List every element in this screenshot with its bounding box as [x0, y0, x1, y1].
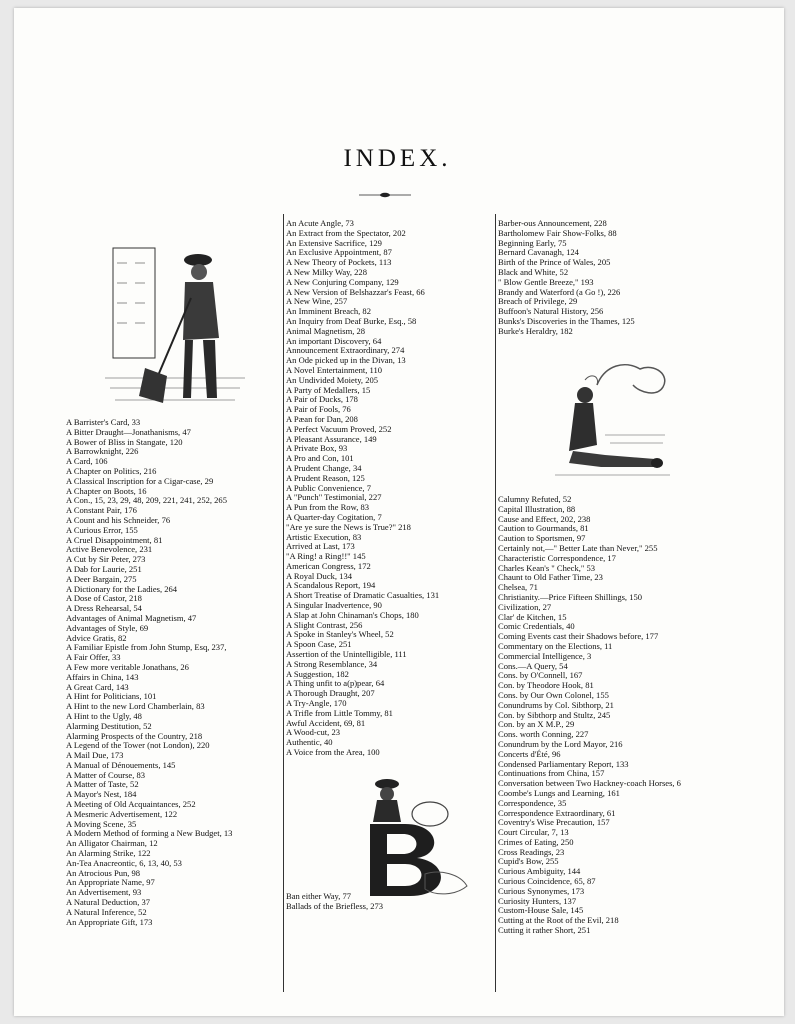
index-entry: A Chapter on Boots, 16 [66, 485, 147, 496]
index-entry: A Legend of the Tower (not London), 220 [66, 740, 210, 751]
index-entry: Cutting it rather Short, 251 [498, 925, 591, 936]
index-entry: A Trifle from Little Tommy, 81 [286, 707, 393, 718]
index-entry: Cons.—A Query, 54 [498, 660, 568, 671]
index-entry: A New Version of Belshazzar's Feast, 66 [286, 286, 425, 297]
index-entry: Alarming Prospects of the Country, 218 [66, 730, 203, 741]
index-entry: A Fair Offer, 33 [66, 652, 121, 663]
index-entry: Correspondence Extraordinary, 61 [498, 807, 616, 818]
index-entry: A "Punch" Testimonial, 227 [286, 492, 382, 503]
index-entry: Bartholomew Fair Show-Folks, 88 [498, 227, 617, 238]
index-entry: A Bower of Bliss in Stangate, 120 [66, 436, 183, 447]
index-entry: A Party of Medallers, 15 [286, 384, 371, 395]
index-entry: An Atrocious Pun, 98 [66, 867, 141, 878]
index-entry: Buffoon's Natural History, 256 [498, 306, 604, 317]
index-entry: An Exclusive Appointment, 87 [286, 247, 392, 258]
index-column-3 [498, 219, 766, 337]
index-column-2 [286, 219, 492, 758]
index-entry: A Few more veritable Jonathans, 26 [66, 661, 189, 672]
index-entry: A Manual of Dénouements, 145 [66, 759, 176, 770]
index-entry: A Cut by Sir Peter, 273 [66, 554, 146, 565]
index-entry: Bernard Cavanagh, 124 [498, 247, 579, 258]
index-entry: Advantages of Animal Magnetism, 47 [66, 612, 197, 623]
index-entry: "A Ring! a Ring!!" 145 [286, 551, 366, 562]
index-entry: Coombe's Lungs and Learning, 161 [498, 787, 620, 798]
index-entry: A Constant Pair, 176 [66, 505, 137, 516]
index-entry: An Appropriate Gift, 173 [66, 916, 153, 927]
index-entry: Brandy and Waterford (a Go !), 226 [498, 286, 621, 297]
index-entry: Conundrums by Col. Sibthorp, 21 [498, 699, 614, 710]
index-entry: A New Theory of Pockets, 113 [286, 257, 392, 268]
index-entry: A Dress Rehearsal, 54 [66, 603, 142, 614]
index-entry: An Ode picked up in the Divan, 13 [286, 355, 406, 366]
index-entry: A Natural Inference, 52 [66, 906, 147, 917]
index-entry: Correspondence, 35 [498, 797, 567, 808]
index-entry: Assertion of the Unintelligible, 111 [286, 649, 407, 660]
index-entry: A Spoke in Stanley's Wheel, 52 [286, 629, 394, 640]
index-entry: Custom-House Sale, 145 [498, 905, 584, 916]
index-entry: A Pair of Fools, 76 [286, 404, 351, 415]
index-entry: Birth of the Prince of Wales, 205 [498, 257, 611, 268]
index-entry: A Public Convenience, 7 [286, 482, 371, 493]
index-entry: Barber-ous Announcement, 228 [498, 219, 607, 228]
index-entry: Alarming Destitution, 52 [66, 720, 152, 731]
title-ornament-rule [359, 191, 411, 199]
index-entry: An Extensive Sacrifice, 129 [286, 237, 382, 248]
index-entry: Curious Coincidence, 65, 87 [498, 876, 596, 887]
index-entry: A Slap at John Chinaman's Chops, 180 [286, 609, 419, 620]
index-column-3-bottom [498, 495, 766, 936]
index-entry: Cons. by O'Connell, 167 [498, 670, 583, 681]
index-entry: A Pæan for Dan, 208 [286, 413, 358, 424]
index-entry: A Bitter Draught—Jonathanisms, 47 [66, 426, 191, 437]
index-entry: An Appropriate Name, 97 [66, 877, 155, 888]
index-entry: A Moving Scene, 35 [66, 818, 137, 829]
decorative-letter-b-illustration [355, 774, 475, 899]
index-entry: Con. by an X M.P., 29 [498, 719, 575, 730]
index-entry: Awful Accident, 69, 81 [286, 717, 366, 728]
index-entry: A Meeting of Old Acquaintances, 252 [66, 799, 196, 810]
index-entry: Conversation between Two Hackney-coach Horses, 6 [498, 778, 681, 789]
index-entry: A Perfect Vacuum Proved, 252 [286, 423, 392, 434]
index-entry: A Dab for Laurie, 251 [66, 563, 142, 574]
index-entry: A Matter of Taste, 52 [66, 779, 139, 790]
index-entry: Coming Events cast their Shadows before, 177 [498, 631, 659, 642]
index-column-1 [66, 418, 284, 927]
index-entry: Bunks's Discoveries in the Thames, 125 [498, 315, 635, 326]
street-sweeper-illustration [105, 228, 245, 413]
index-entry: Artistic Execution, 83 [286, 531, 362, 542]
index-entry: Advice Gratis, 82 [66, 632, 127, 643]
index-entry: Curious Ambiguity, 144 [498, 866, 581, 877]
index-entry: Christianity.—Price Fifteen Shillings, 150 [498, 591, 643, 602]
index-entry: A Cruel Disappointment, 81 [66, 534, 163, 545]
index-entry: A Modern Method of forming a New Budget, 13 [66, 828, 233, 839]
index-column-2-bottom [286, 892, 492, 912]
index-entry: An Extract from the Spectator, 202 [286, 227, 406, 238]
index-entry: A Dictionary for the Ladies, 264 [66, 583, 178, 594]
index-entry: Ban either Way, 77 [286, 891, 352, 901]
index-entry: A Slight Contrast, 256 [286, 619, 363, 630]
index-entry: An Undivided Moiety, 205 [286, 374, 379, 385]
index-entry: Caution to Sportsmen, 97 [498, 533, 586, 544]
index-entry: A Pun from the Row, 83 [286, 502, 370, 513]
index-entry: Characteristic Correspondence, 17 [498, 552, 616, 563]
index-entry: Clar' de Kitchen, 15 [498, 611, 567, 622]
index-entry: A Natural Deduction, 37 [66, 897, 151, 908]
index-entry: Certainly not,—" Better Late than Never," 255 [498, 542, 658, 553]
index-entry: Chaunt to Old Father Time, 23 [498, 572, 603, 583]
index-entry: A New Conjuring Company, 129 [286, 276, 399, 287]
index-entry: Continuations from China, 157 [498, 768, 605, 779]
index-entry: A Barrowknight, 226 [66, 446, 139, 457]
index-entry: A Pair of Ducks, 178 [286, 394, 358, 405]
index-entry: A Classical Inscription for a Cigar-case, 29 [66, 475, 214, 486]
index-entry: A Matter of Course, 83 [66, 769, 146, 780]
index-entry: A Card, 106 [66, 456, 108, 467]
index-entry: Curious Synonymes, 173 [498, 885, 585, 896]
index-entry: A Prudent Change, 34 [286, 462, 362, 473]
index-entry: A Hint to the Ugly, 48 [66, 710, 142, 721]
index-entry: Cupid's Bow, 255 [498, 856, 559, 867]
index-entry: Cross Readings, 23 [498, 846, 565, 857]
index-entry: A Mesmeric Advertisement, 122 [66, 808, 178, 819]
index-entry: A Strong Resemblance, 34 [286, 658, 378, 669]
index-entry: Active Benevolence, 231 [66, 544, 153, 555]
index-entry: Arrived at Last, 173 [286, 541, 355, 552]
index-entry: Commentary on the Elections, 11 [498, 640, 613, 651]
index-entry: American Congress, 172 [286, 560, 371, 571]
index-entry: A Curious Error, 155 [66, 524, 138, 535]
index-entry: A Thing unfit to a(p)pear, 64 [286, 678, 385, 689]
index-entry: Calumny Refuted, 52 [498, 495, 572, 504]
index-entry: Commercial Intelligence, 3 [498, 650, 592, 661]
index-entry: A Mayor's Nest, 184 [66, 789, 137, 800]
index-entry: A Great Card, 143 [66, 681, 129, 692]
index-entry: Beginning Early, 75 [498, 237, 567, 248]
index-entry: A Pro and Con, 101 [286, 453, 354, 464]
index-entry: An Advertisement, 93 [66, 887, 142, 898]
index-entry: A Spoon Case, 251 [286, 639, 352, 650]
index-entry: A Con., 15, 23, 29, 48, 209, 221, 241, 252, 265 [66, 495, 227, 506]
index-entry: An Inquiry from Deaf Burke, Esq., 58 [286, 315, 417, 326]
index-entry: A Mail Due, 173 [66, 750, 124, 761]
index-entry: Chelsea, 71 [498, 582, 538, 593]
index-entry: Con. by Sibthorp and Stultz, 245 [498, 709, 611, 720]
index-entry: A Dose of Castor, 218 [66, 593, 142, 604]
index-entry: A Hint for Politicians, 101 [66, 691, 157, 702]
index-entry: Comic Credentials, 40 [498, 621, 575, 632]
index-entry: Coventry's Wise Precaution, 157 [498, 817, 610, 828]
index-entry: A New Wine, 257 [286, 296, 348, 307]
index-entry: Concerts d'Été, 96 [498, 748, 561, 759]
index-entry: An Imminent Breach, 82 [286, 306, 371, 317]
index-entry: Charles Kean's " Check," 53 [498, 562, 596, 573]
index-entry: A Pleasant Assurance, 149 [286, 433, 377, 444]
index-entry: Ballads of the Briefless, 273 [286, 900, 384, 911]
index-entry: Curiosity Hunters, 137 [498, 895, 577, 906]
index-entry: A Count and his Schneider, 76 [66, 514, 171, 525]
index-entry: Cutting at the Root of the Evil, 218 [498, 915, 619, 926]
index-entry: Court Circular, 7, 13 [498, 827, 569, 838]
index-entry: Announcement Extraordinary, 274 [286, 345, 405, 356]
index-entry: A Novel Entertainment, 110 [286, 364, 383, 375]
index-entry: Civilization, 27 [498, 601, 552, 612]
index-entry: Black and White, 52 [498, 266, 569, 277]
index-entry: A Deer Bargain, 275 [66, 573, 137, 584]
index-entry: " Blow Gentle Breeze," 193 [498, 276, 594, 287]
index-entry: A Royal Duck, 134 [286, 570, 352, 581]
index-entry: A Singular Inadvertence, 90 [286, 600, 382, 611]
index-entry: Affairs in China, 143 [66, 671, 139, 682]
page-title: INDEX. [343, 145, 452, 172]
index-entry: Animal Magnetism, 28 [286, 325, 366, 336]
reclining-smoker-illustration [545, 355, 675, 485]
index-entry: A Wood-cut, 23 [286, 727, 340, 738]
index-entry: A Suggestion, 182 [286, 668, 349, 679]
index-entry: Burke's Heraldry, 182 [498, 325, 573, 336]
index-entry: Cons. by Our Own Colonel, 155 [498, 689, 609, 700]
index-entry: An important Discovery, 64 [286, 335, 382, 346]
index-entry: An-Tea Anacreontic, 6, 13, 40, 53 [66, 857, 182, 868]
index-entry: An Alligator Chairman, 12 [66, 838, 158, 849]
index-entry: A Try-Angle, 170 [286, 698, 347, 709]
index-entry: A Barrister's Card, 33 [66, 417, 141, 427]
index-entry: Condensed Parliamentary Report, 133 [498, 758, 629, 769]
index-entry: A Quarter-day Cogitation, 7 [286, 511, 382, 522]
index-entry: Conundrum by the Lord Mayor, 216 [498, 738, 623, 749]
column-divider [495, 214, 496, 992]
index-entry: A Hint to the new Lord Chamberlain, 83 [66, 701, 205, 712]
index-entry: A Thorough Draught, 207 [286, 688, 375, 699]
index-entry: "Are ye sure the News is True?" 218 [286, 521, 411, 532]
index-entry: Breach of Privilege, 29 [498, 296, 578, 307]
index-entry: Cons. worth Conning, 227 [498, 729, 589, 740]
index-entry: Authentic, 40 [286, 737, 333, 748]
index-entry: A New Milky Way, 228 [286, 266, 367, 277]
index-entry: A Private Box, 93 [286, 443, 348, 454]
index-entry: Con. by Theodore Hook, 81 [498, 680, 594, 691]
index-entry: Caution to Gourmands, 81 [498, 523, 589, 534]
index-entry: A Prudent Reason, 125 [286, 472, 365, 483]
index-entry: Cause and Effect, 202, 238 [498, 513, 591, 524]
index-entry: An Acute Angle, 73 [286, 218, 354, 228]
index-entry: Crimes of Eating, 250 [498, 836, 574, 847]
index-entry: A Voice from the Area, 100 [286, 747, 380, 758]
index-entry: An Alarming Strike, 122 [66, 848, 151, 859]
index-entry: A Scandalous Report, 194 [286, 580, 376, 591]
index-entry: Advantages of Style, 69 [66, 622, 149, 633]
index-entry: Capital Illustration, 88 [498, 503, 576, 514]
index-entry: A Familiar Epistle from John Stump, Esq, 237, [66, 642, 227, 653]
index-entry: A Chapter on Politics, 216 [66, 465, 157, 476]
index-entry: A Short Treatise of Dramatic Casualties, 131 [286, 590, 440, 601]
